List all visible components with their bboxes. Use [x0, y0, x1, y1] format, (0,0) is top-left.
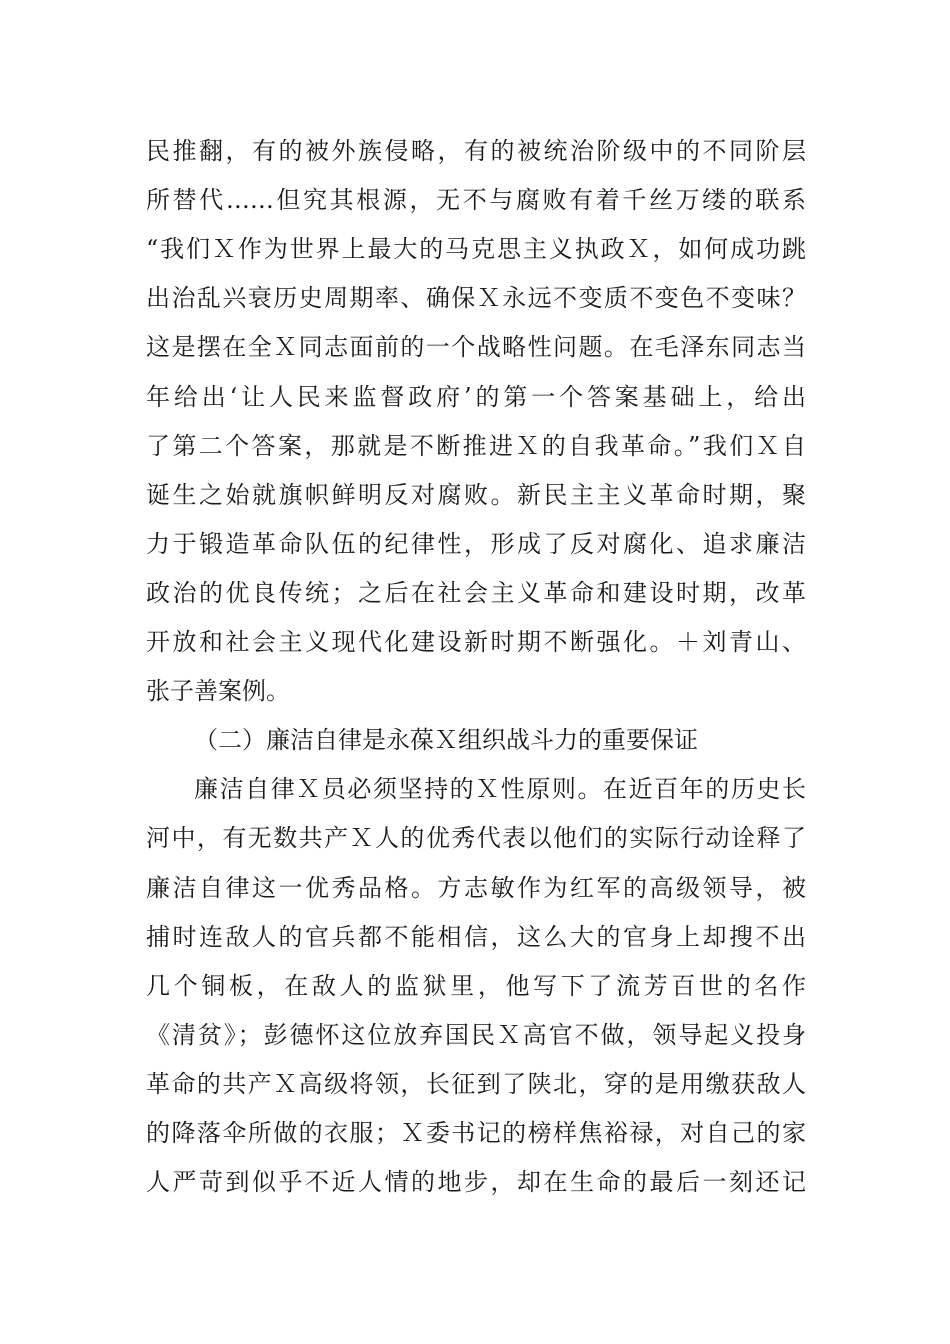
body-text-line: 开放和社会主义现代化建设新时期不断强化。＋刘青山、 [146, 628, 806, 656]
body-text-line: 出治乱兴衰历史周期率、确保Ｘ永远不变质不变色不变味？ [146, 284, 806, 312]
body-text-line: 几个铜板，在敌人的监狱里，他写下了流芳百世的名作 [146, 972, 806, 1000]
body-text-line: 人严苛到似乎不近人情的地步，却在生命的最后一刻还记 [146, 1168, 806, 1196]
body-text-line: 革命的共产Ｘ高级将领，长征到了陕北，穿的是用缴获敌人 [146, 1070, 806, 1098]
body-text-line: 《清贫》；彭德怀这位放弃国民Ｘ高官不做，领导起义投身 [146, 1021, 806, 1049]
body-text-line: 的降落伞所做的衣服；Ｘ委书记的榜样焦裕禄，对自己的家 [146, 1119, 806, 1147]
body-text-line: 廉洁自律这一优秀品格。方志敏作为红军的高级领导，被 [146, 874, 806, 902]
body-text-line: 所替代……但究其根源，无不与腐败有着千丝万缕的联系 [146, 186, 806, 214]
body-text-line: 了第二个答案，那就是不断推进Ｘ的自我革命。”我们Ｘ自 [146, 432, 806, 460]
body-text-line: 民推翻，有的被外族侵略，有的被统治阶级中的不同阶层 [146, 137, 806, 165]
body-text-line: 河中，有无数共产Ｘ人的优秀代表以他们的实际行动诠释了 [146, 824, 806, 852]
body-text-line: 诞生之始就旗帜鲜明反对腐败。新民主主义革命时期，聚 [146, 481, 806, 509]
body-text-line: 这是摆在全Ｘ同志面前的一个战略性问题。在毛泽东同志当 [146, 333, 806, 361]
body-text-line: 廉洁自律Ｘ员必须坚持的Ｘ性原则。在近百年的历史长 [194, 775, 806, 803]
section-heading: （二）廉洁自律是永葆Ｘ组织战斗力的重要保证 [194, 726, 698, 754]
body-text-line: 力于锻造革命队伍的纪律性，形成了反对腐化、追求廉洁 [146, 530, 806, 558]
body-text-line: 年给出‘让人民来监督政府’的第一个答案基础上，给出 [146, 383, 806, 411]
body-text-line: “我们Ｘ作为世界上最大的马克思主义执政Ｘ，如何成功跳 [146, 235, 806, 263]
body-text-line: 捕时连敌人的官兵都不能相信，这么大的官身上却搜不出 [146, 923, 806, 951]
body-text-line: 张子善案例。 [146, 677, 290, 705]
body-text-line: 政治的优良传统；之后在社会主义革命和建设时期，改革 [146, 579, 806, 607]
